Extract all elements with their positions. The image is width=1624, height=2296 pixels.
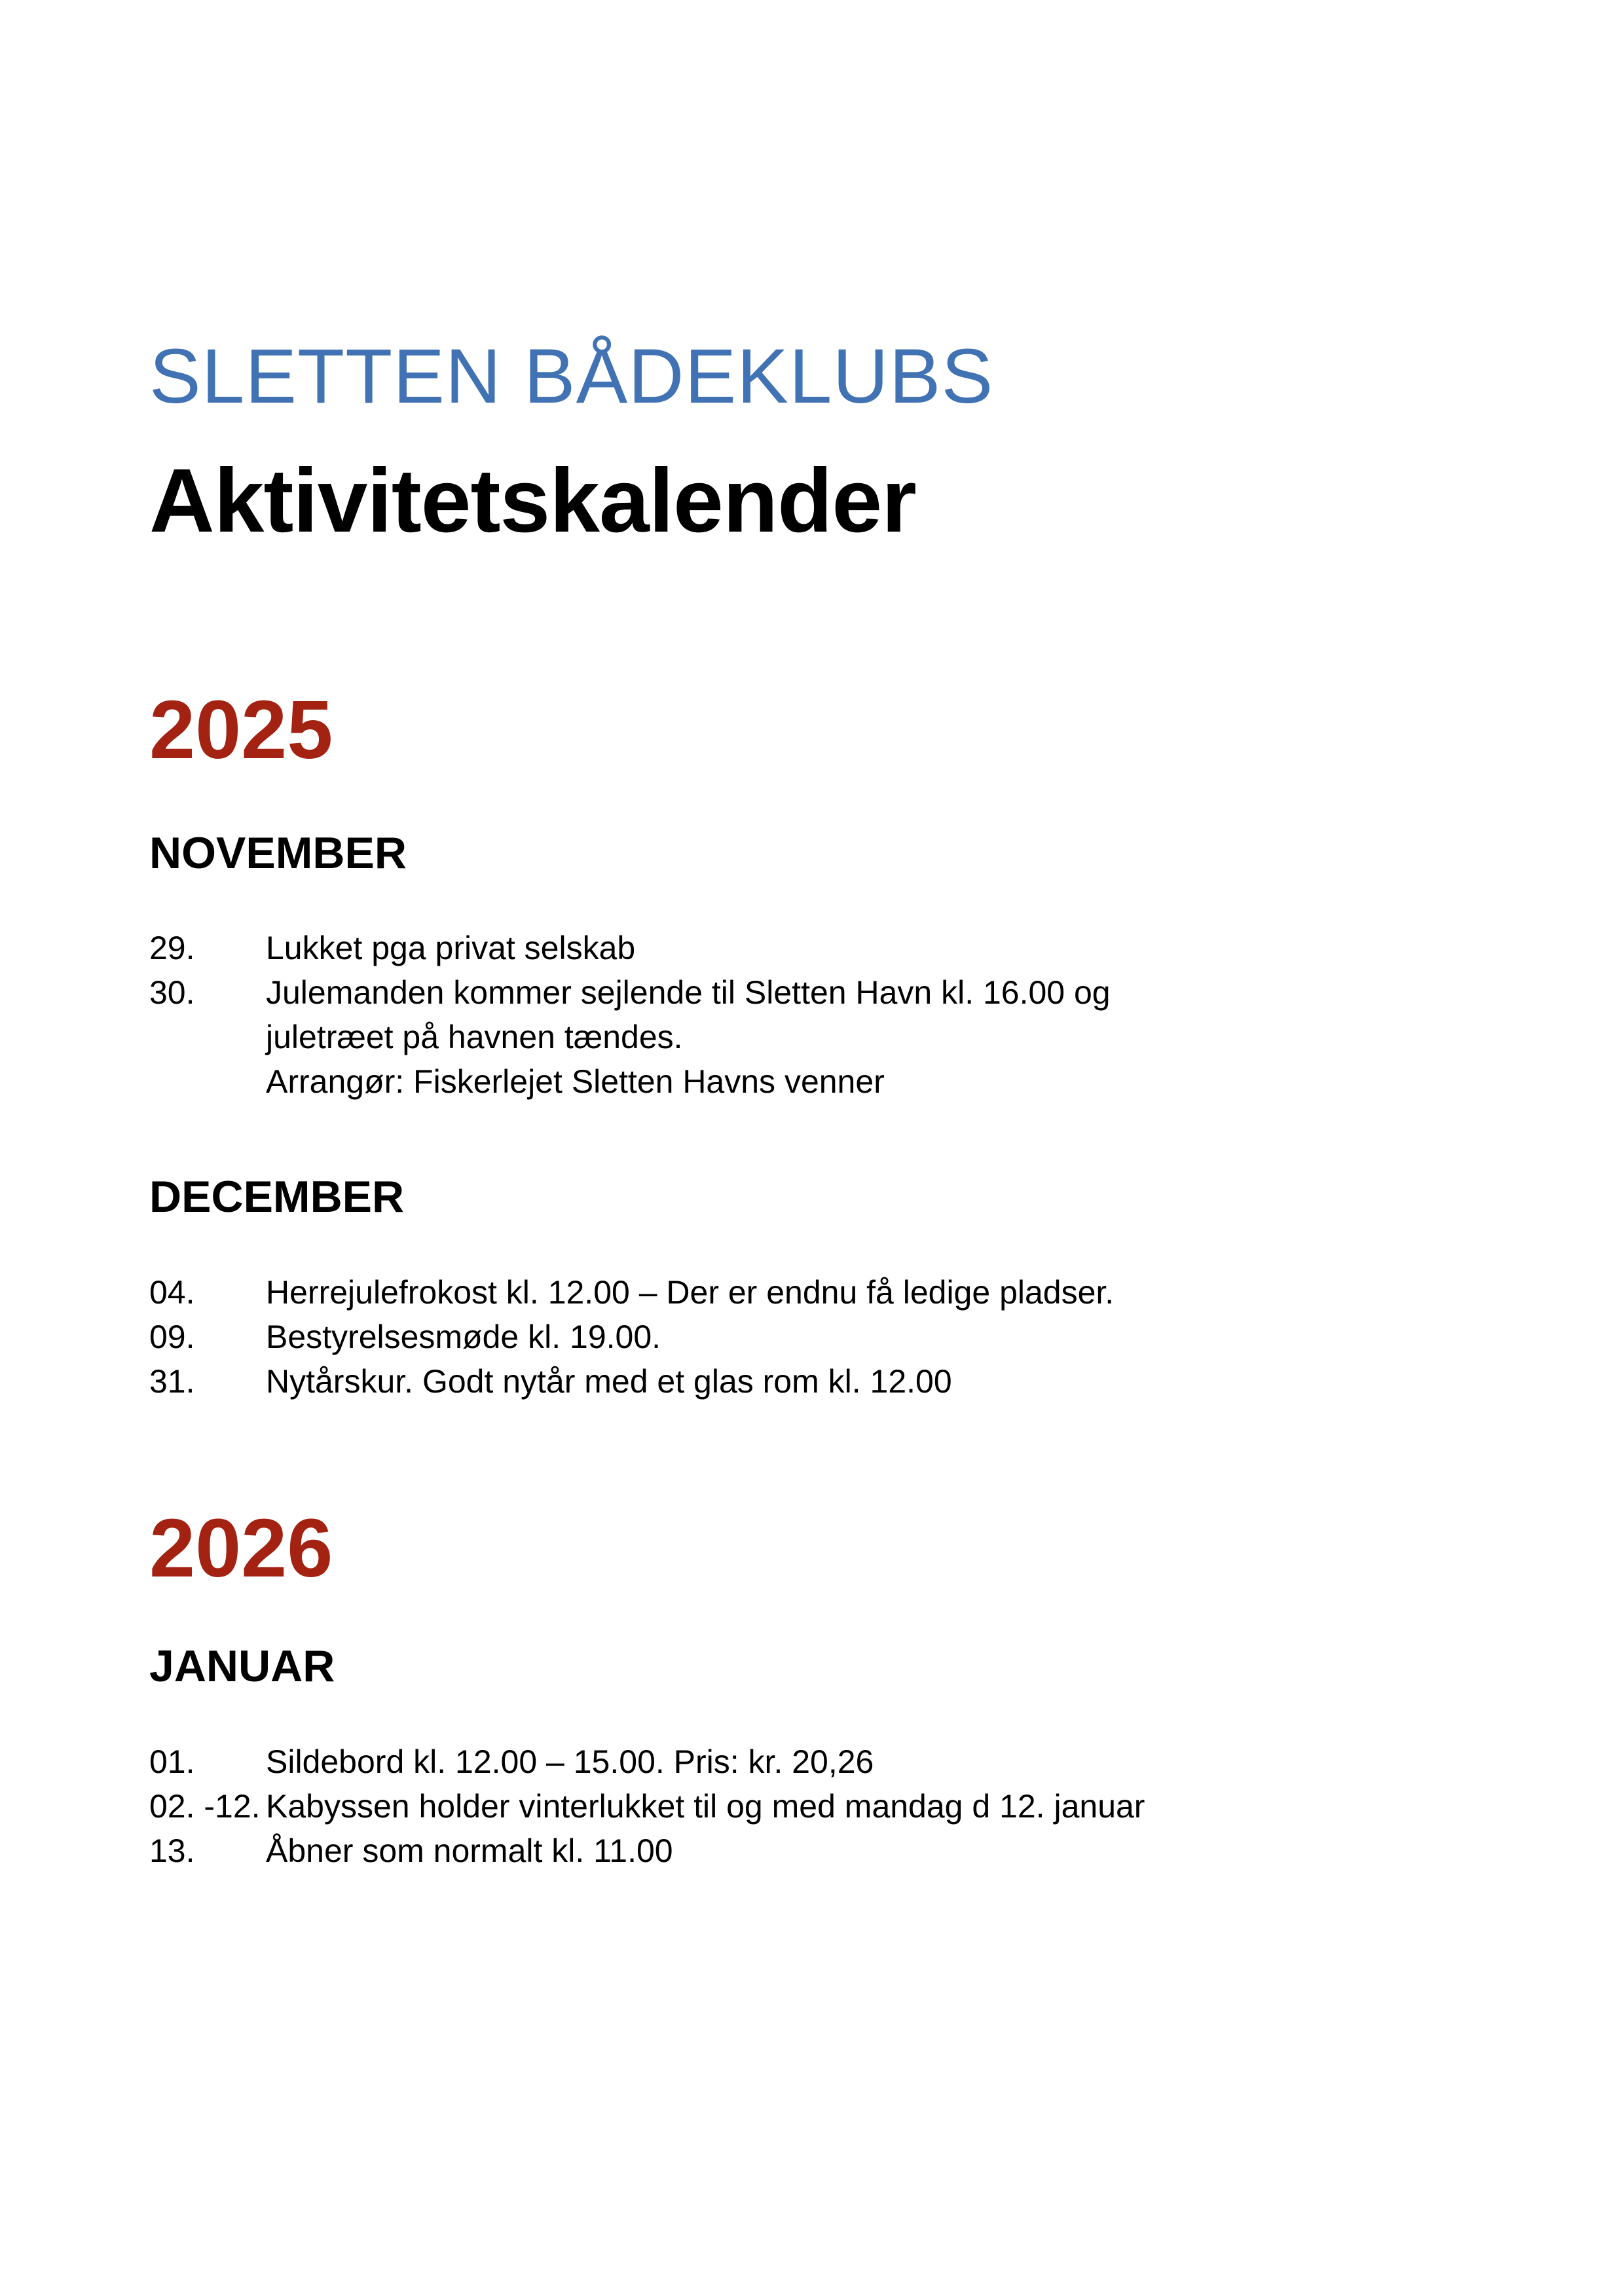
event-text-line: Nytårskur. Godt nytår med et glas rom kl. 12.00 <box>266 1363 952 1400</box>
event-date: 29. <box>149 930 195 966</box>
list-item <box>149 1270 1393 1315</box>
list-item <box>149 1740 1393 1784</box>
list-item <box>149 1315 1393 1359</box>
event-description <box>266 1829 1393 1873</box>
event-description <box>266 926 1393 970</box>
event-text-line: Åbner som normalt kl. 11.00 <box>266 1832 673 1869</box>
event-description <box>266 1784 1393 1829</box>
event-list-november <box>149 926 1393 1104</box>
event-text-line: Kabyssen holder vinterlukket til og med mandag d 12. januar <box>266 1788 1145 1825</box>
list-item <box>149 1829 1393 1873</box>
event-description <box>266 1315 1393 1359</box>
event-date: 02. -12. <box>149 1788 261 1825</box>
event-text-line: Sildebord kl. 12.00 – 15.00. Pris: kr. 20,26 <box>266 1743 874 1780</box>
event-date: 09. <box>149 1319 195 1355</box>
month-heading-november: NOVEMBER <box>149 828 407 878</box>
event-date: 30. <box>149 974 195 1011</box>
year-heading-2026: 2026 <box>149 1502 333 1594</box>
event-list-december <box>149 1270 1393 1404</box>
event-date: 31. <box>149 1363 195 1400</box>
event-text-line: Julemanden kommer sejlende til Sletten Havn kl. 16.00 og <box>266 974 1111 1011</box>
event-date: 04. <box>149 1274 195 1311</box>
club-name: SLETTEN BÅDEKLUBS <box>149 333 994 420</box>
list-item <box>149 1784 1393 1829</box>
event-text-line: juletræet på havnen tændes. <box>266 1019 683 1055</box>
month-heading-december: DECEMBER <box>149 1172 405 1222</box>
event-description <box>266 1270 1393 1315</box>
event-text-line: Bestyrelsesmøde kl. 19.00. <box>266 1319 661 1355</box>
list-item <box>149 926 1393 970</box>
event-text-line: Herrejulefrokost kl. 12.00 – Der er endnu få ledige pladser. <box>266 1274 1115 1311</box>
event-description <box>266 970 1393 1104</box>
list-item <box>149 1359 1393 1404</box>
event-text-line: Lukket pga privat selskab <box>266 930 636 966</box>
event-description <box>266 1740 1393 1784</box>
list-item <box>149 970 1393 1104</box>
event-date: 01. <box>149 1743 195 1780</box>
event-list-januar <box>149 1740 1393 1873</box>
event-text-line: Arrangør: Fiskerlejet Sletten Havns venner <box>266 1063 885 1100</box>
year-heading-2025: 2025 <box>149 683 333 776</box>
month-heading-januar: JANUAR <box>149 1641 335 1691</box>
event-date: 13. <box>149 1832 195 1869</box>
document-title: Aktivitetskalender <box>149 450 916 551</box>
event-description <box>266 1359 1393 1404</box>
